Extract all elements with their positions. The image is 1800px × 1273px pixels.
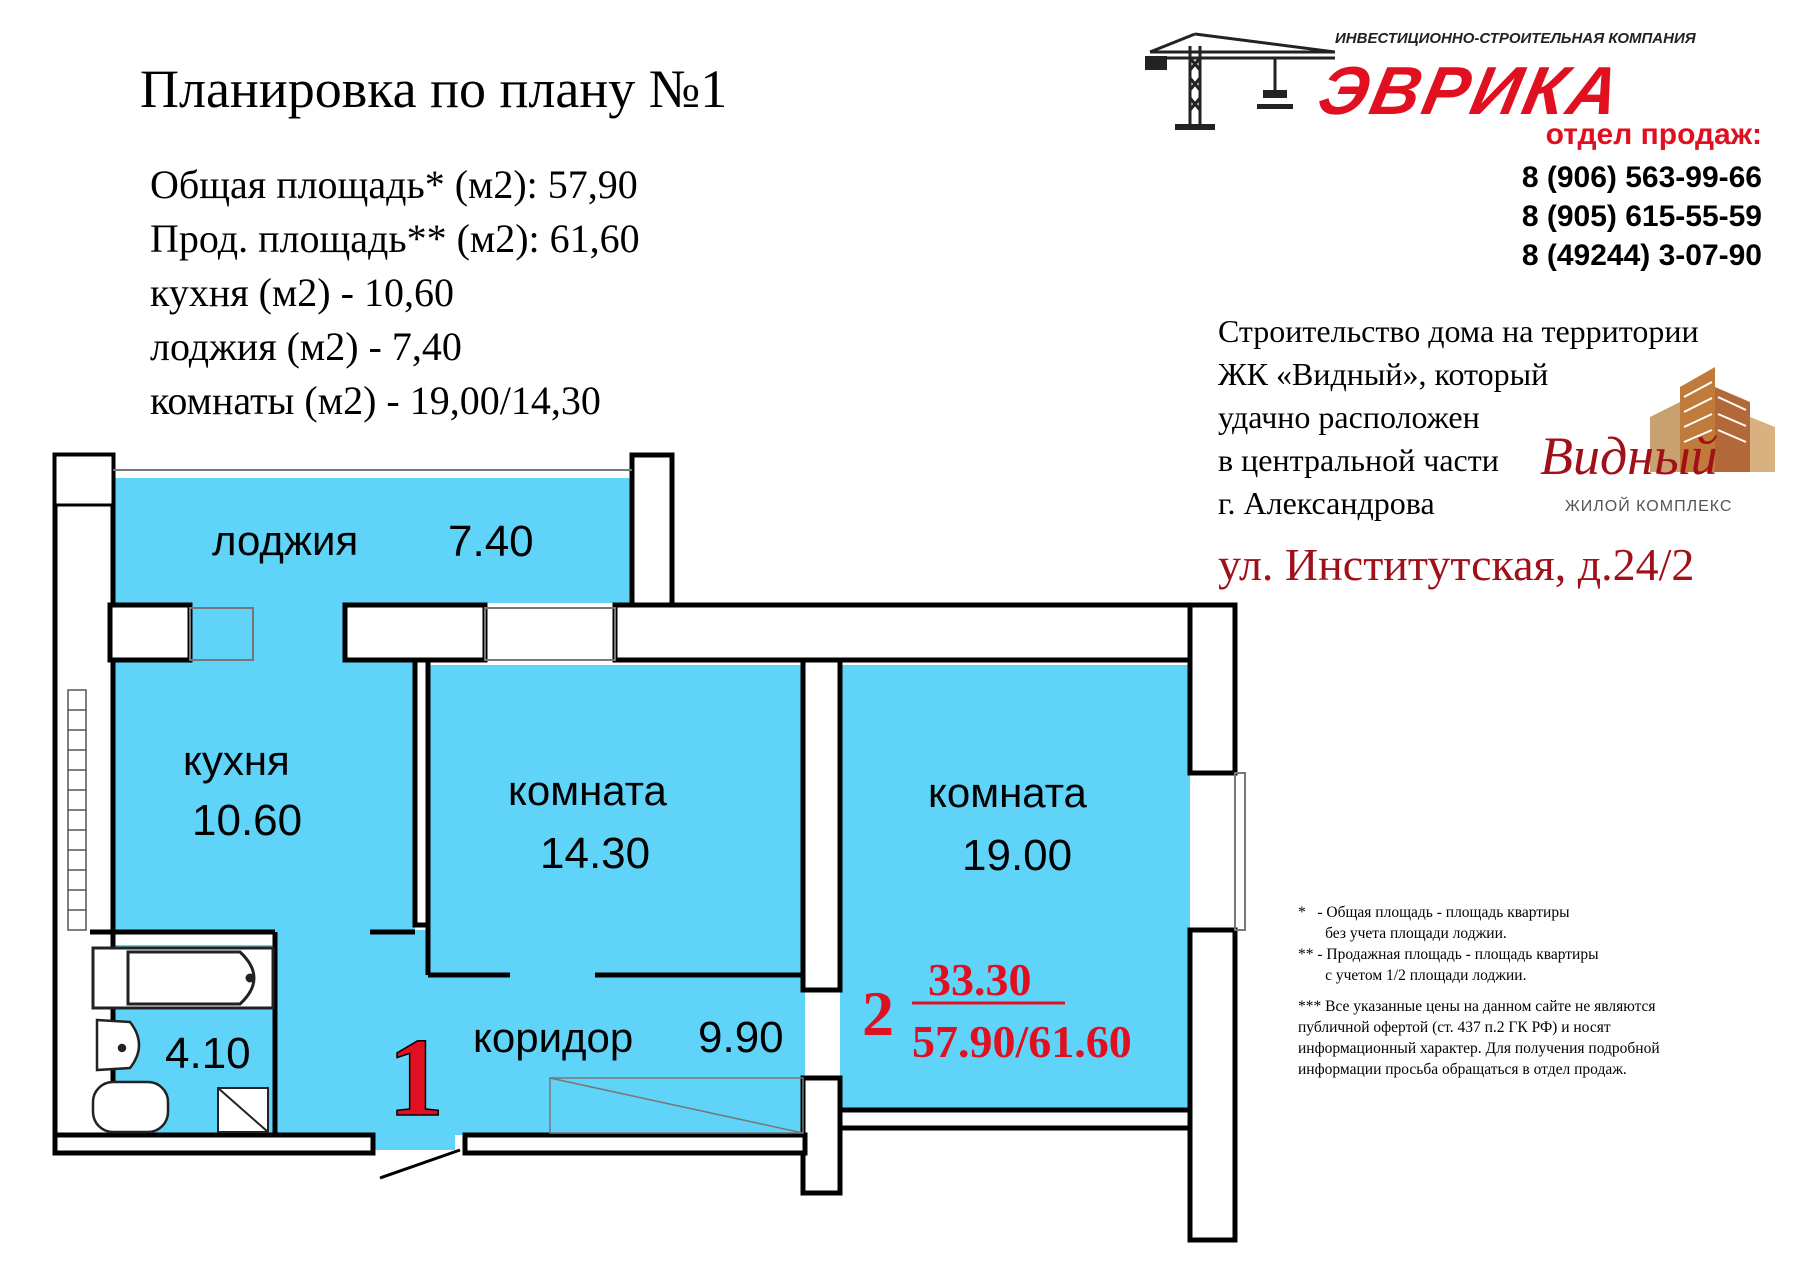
room-count-marker-2: 2 xyxy=(862,978,894,1049)
company-name: ЭВРИКА xyxy=(1311,53,1630,129)
spec-loggia-area: лоджия (м2) - 7,40 xyxy=(150,324,462,369)
description-line: г. Александрова xyxy=(1218,485,1435,521)
room-count-marker-1: 1 xyxy=(388,1016,444,1140)
spec-total-area: Общая площадь* (м2): 57,90 xyxy=(150,162,638,207)
description-line: ЖК «Видный», который xyxy=(1218,356,1549,392)
footnote-line: без учета площади лоджии. xyxy=(1298,925,1507,942)
footnote-line: *** Все указанные цены на данном сайте не являются xyxy=(1298,998,1656,1015)
company-tagline: ИНВЕСТИЦИОННО-СТРОИТЕЛЬНАЯ КОМПАНИЯ xyxy=(1335,30,1696,47)
description-line: в центральной части xyxy=(1218,442,1499,478)
entrance-door-icon xyxy=(380,1150,460,1178)
footnote-line: публичной офертой (ст. 437 п.2 ГК РФ) и носят xyxy=(1298,1019,1611,1036)
complex-logo-name: Видный xyxy=(1540,426,1718,486)
phone-number: 8 (905) 615-55-59 xyxy=(1521,200,1762,233)
spec-kitchen-area: кухня (м2) - 10,60 xyxy=(150,270,454,315)
phone-number: 8 (906) 563-99-66 xyxy=(1521,161,1762,194)
room1-fill xyxy=(428,665,803,975)
description-line: удачно расположен xyxy=(1218,399,1480,435)
room1-label: комната xyxy=(508,767,667,814)
page-title: Планировка по плану №1 xyxy=(140,59,728,119)
footnote-line: информационный характер. Для получения подробной xyxy=(1298,1040,1660,1057)
shower-tray-icon xyxy=(218,1088,268,1132)
living-area-value: 33.30 xyxy=(928,954,1032,1005)
footnote-line: с учетом 1/2 площади лоджии. xyxy=(1298,967,1527,984)
spec-sale-area: Прод. площадь** (м2): 61,60 xyxy=(150,216,640,261)
corridor-area: 9.90 xyxy=(698,1013,784,1062)
kitchen-area: 10.60 xyxy=(192,796,303,845)
footnotes xyxy=(1298,902,1660,1080)
total-area-value: 57.90/61.60 xyxy=(912,1016,1132,1067)
bathtub-icon xyxy=(93,948,273,1008)
loggia-area: 7.40 xyxy=(448,517,534,566)
corridor-label: коридор xyxy=(473,1014,634,1061)
loggia-fill xyxy=(110,478,635,603)
address: ул. Институтская, д.24/2 xyxy=(1218,539,1695,590)
sales-label: отдел продаж: xyxy=(1545,118,1762,151)
description-line: Строительство дома на территории xyxy=(1218,313,1699,349)
footnote-line: * - Общая площадь - площадь квартиры xyxy=(1298,904,1570,921)
kitchen-label: кухня xyxy=(183,737,290,784)
spec-rooms-area: комнаты (м2) - 19,00/14,30 xyxy=(150,378,601,423)
phone-number: 8 (49244) 3-07-90 xyxy=(1521,239,1762,272)
bathroom-area: 4.10 xyxy=(165,1029,251,1078)
footnote-line: ** - Продажная площадь - площадь квартиры xyxy=(1298,946,1599,963)
footnote-line: информации просьба обращаться в отдел продаж. xyxy=(1298,1061,1627,1078)
complex-logo-subtitle: ЖИЛОЙ КОМПЛЕКС xyxy=(1565,498,1733,515)
loggia-label: лоджия xyxy=(212,517,359,564)
room2-label: комната xyxy=(928,769,1087,816)
room1-area: 14.30 xyxy=(540,829,651,878)
room2-area: 19.00 xyxy=(962,831,1073,880)
